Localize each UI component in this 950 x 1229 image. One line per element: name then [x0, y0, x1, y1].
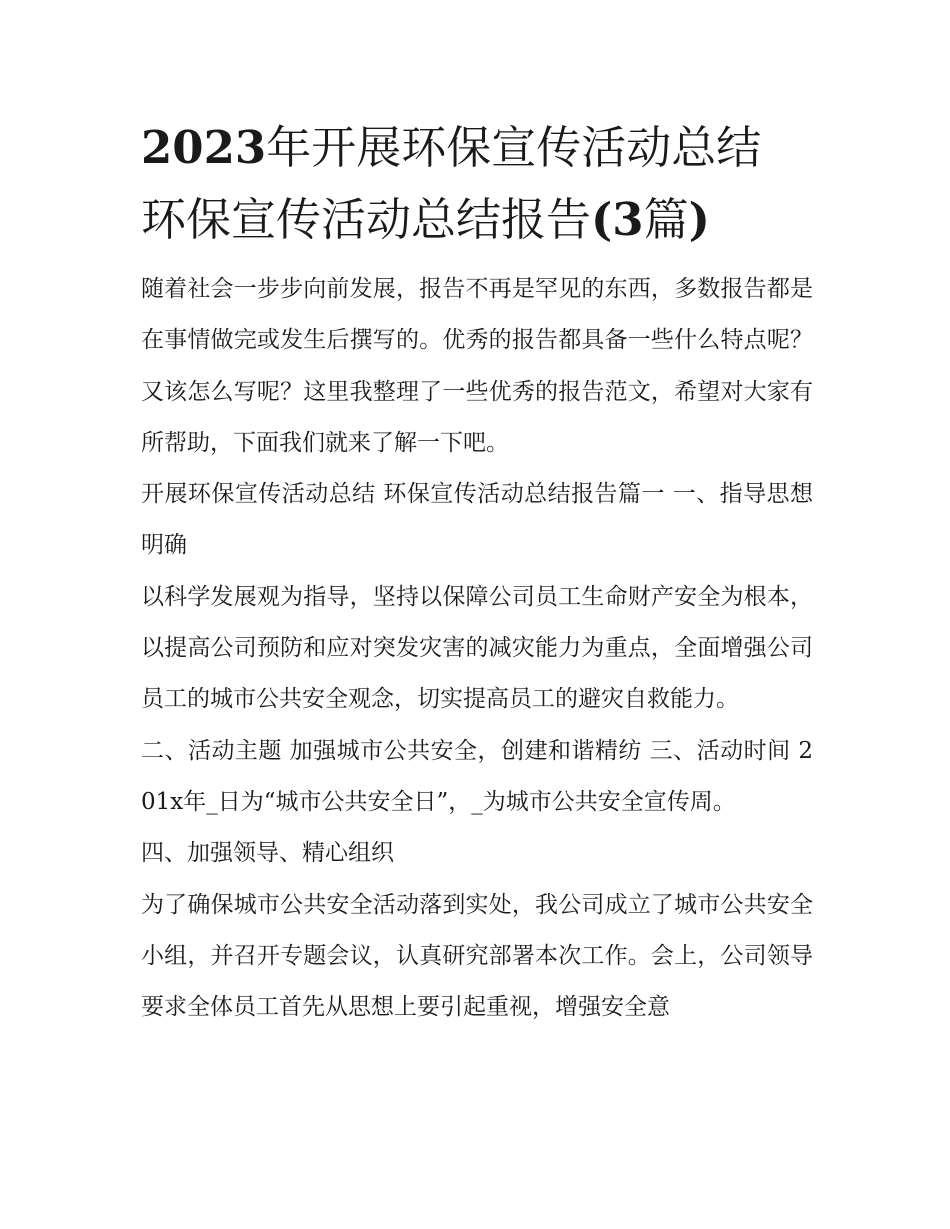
- paragraph-intro: 随着社会一步步向前发展，报告不再是罕见的东西，多数报告都是在事情做完或发生后撰写的。优秀的报告都具备一些什么特点呢？又该怎么写呢？这里我整理了一些优秀的报告范文，希望对大家有所帮助，下面我们就来了解一下吧。: [141, 276, 813, 456]
- paragraph-section-heading-4: 四、加强领导、精心组织: [141, 840, 394, 867]
- document-title: 2023年开展环保宣传活动总结 环保宣传活动总结报告(3篇): [141, 121, 762, 246]
- paragraph-guiding-ideology: 以科学发展观为指导，坚持以保障公司员工生命财产安全为根本，以提高公司预防和应对突发灾害的减灾能力为重点，全面增强公司员工的城市公共安全观念，切实提高员工的避灾自救能力。: [141, 583, 813, 713]
- paragraph-section-heading-1: 开展环保宣传活动总结 环保宣传活动总结报告篇一 一、指导思想明确: [141, 481, 813, 559]
- document-body: [141, 112, 813, 1033]
- paragraph-theme-and-time: 二、活动主题 加强城市公共安全，创建和谐精纺 三、活动时间 201x年_日为“城市公共安全日”，_为城市公共安全宣传周。: [141, 737, 813, 815]
- paragraph-organization: 为了确保城市公共安全活动落到实处，我公司成立了城市公共安全小组，并召开专题会议，认真研究部署本次工作。会上，公司领导要求全体员工首先从思想上要引起重视，增强安全意: [141, 891, 813, 1021]
